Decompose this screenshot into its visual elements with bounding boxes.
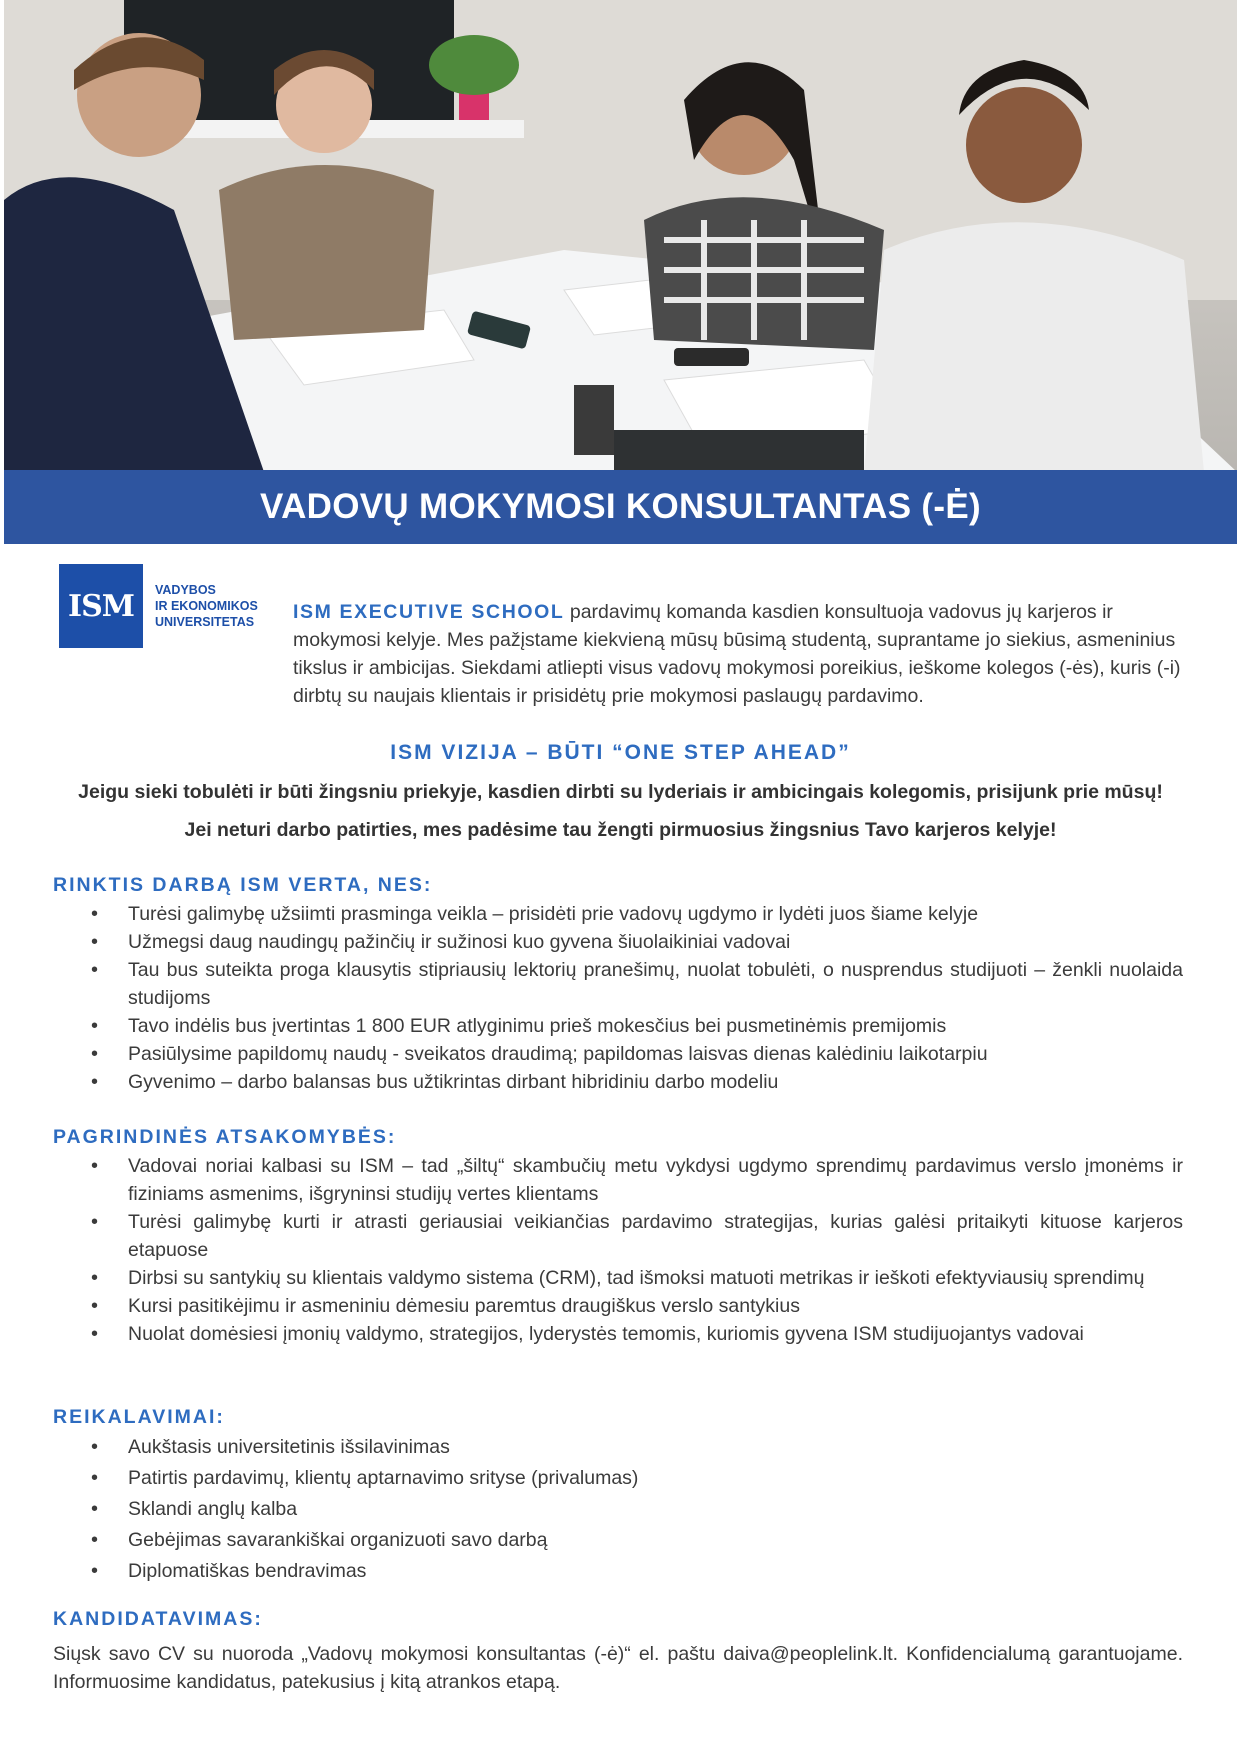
apply-heading: KANDIDATAVIMAS: (53, 1608, 263, 1630)
list-item: • Aukštasis universitetinis išsilavinimas (53, 1433, 1183, 1461)
office-meeting-photo-icon (4, 0, 1237, 472)
logo-line-1: VADYBOS (155, 583, 216, 597)
brand-name: ISM EXECUTIVE SCHOOL (293, 601, 565, 623)
list-item: • Dirbsi su santykių su klientais valdymo sistema (CRM), tad išmoksi matuoti metrikas ir ieškoti efektyviausių sprendimų (53, 1264, 1183, 1292)
duties-list (53, 1152, 1183, 1348)
logo-line-2: IR EKONOMIKOS (155, 599, 258, 613)
logo-line-3: UNIVERSITETAS (155, 615, 255, 629)
duties-heading: PAGRINDINĖS ATSAKOMYBĖS: (53, 1126, 397, 1148)
list-item: • Tavo indėlis bus įvertintas 1 800 EUR atlyginimu prieš mokesčius bei pusmetinėmis premijomis (53, 1012, 1183, 1040)
list-item: • Patirtis pardavimų, klientų aptarnavimo srityse (privalumas) (53, 1464, 1183, 1492)
why-heading: RINKTIS DARBĄ ISM VERTA, NES: (53, 874, 433, 896)
why-list (53, 900, 1183, 1096)
list-item: • Gebėjimas savarankiškai organizuoti savo darbą (53, 1526, 1183, 1554)
reqs-heading: REIKALAVIMAI: (53, 1406, 225, 1428)
hero-photo (4, 0, 1237, 472)
reqs-list (53, 1433, 1183, 1588)
list-item: • Sklandi anglų kalba (53, 1495, 1183, 1523)
intro-text: pardavimų komanda kasdien konsultuoja vadovus jų karjeros ir mokymosi kelyje. Mes pažįstame kiekvieną mūsų būsimą studentą, suprantame jo siekius, asmeninius tikslus ir ambicijas. Siekdami atliepti visus vadovų mokymosi poreikius, ieškome kolegos (-ės), kuris (-i) dirbtų su naujais klientais ir prisidėtų prie mokymosi paslaugų pardavimo. (293, 601, 1181, 707)
motto-line-2: Jei neturi darbo patirties, mes padėsime tau žengti pirmuosius žingsnius Tavo karjeros kelyje! (184, 819, 1057, 841)
list-item: • Tau bus suteikta proga klausytis stipriausių lektorių pranešimų, nuolat tobulėti, o nusprendus studijuoti – ženkli nuolaida studijoms (53, 956, 1183, 1012)
motto-line-1: Jeigu sieki tobulėti ir būti žingsniu priekyje, kasdien dirbti su lyderiais ir ambicingais kolegomis, prisijunk prie mūsų! (78, 781, 1163, 803)
title-banner (4, 470, 1237, 544)
list-item: • Turėsi galimybę kurti ir atrasti geriausiai veikiančias pardavimo strategijas, kurias galėsi pritaikyti kituose karjeros etapuose (53, 1208, 1183, 1264)
list-item: • Kursi pasitikėjimu ir asmeniniu dėmesiu paremtus draugiškus verslo santykius (53, 1292, 1183, 1320)
list-item: • Turėsi galimybę užsiimti prasminga veikla – prisidėti prie vadovų ugdymo ir lydėti juos šiame kelyje (53, 900, 1183, 928)
page-title: VADOVŲ MOKYMOSI KONSULTANTAS (-Ė) (260, 487, 981, 526)
list-item: • Pasiūlysime papildomų naudų - sveikatos draudimą; papildomas laisvas dienas kalėdiniu laikotarpiu (53, 1040, 1183, 1068)
apply-text: Siųsk savo CV su nuoroda „Vadovų mokymosi konsultantas (-ė)“ el. paštu daiva@peoplelink.lt. Konfidencialumą garantuojame. Informuosime kandidatus, patekusius į kitą atrankos etapą. (53, 1643, 1183, 1693)
intro-paragraph (53, 598, 1183, 710)
list-item: • Vadovai noriai kalbasi su ISM – tad „šiltų“ skambučių metu vykdysi ugdymo sprendimų pardavimus verslo įmonėms ir fiziniams asmenims, išgryninsi studijų vertes klientams (53, 1152, 1183, 1208)
list-item: • Užmegsi daug naudingų pažinčių ir sužinosi kuo gyvena šiuolaikiniai vadovai (53, 928, 1183, 956)
logo-mark: ISM (59, 564, 143, 648)
vision-heading: ISM VIZIJA – BŪTI “ONE STEP AHEAD” (390, 741, 851, 764)
list-item: • Gyvenimo – darbo balansas bus užtikrintas dirbant hibridiniu darbo modeliu (53, 1068, 1183, 1096)
list-item: • Diplomatiškas bendravimas (53, 1557, 1183, 1585)
list-item: • Nuolat domėsiesi įmonių valdymo, strategijos, lyderystės temomis, kuriomis gyvena ISM studijuojantys vadovai (53, 1320, 1183, 1348)
